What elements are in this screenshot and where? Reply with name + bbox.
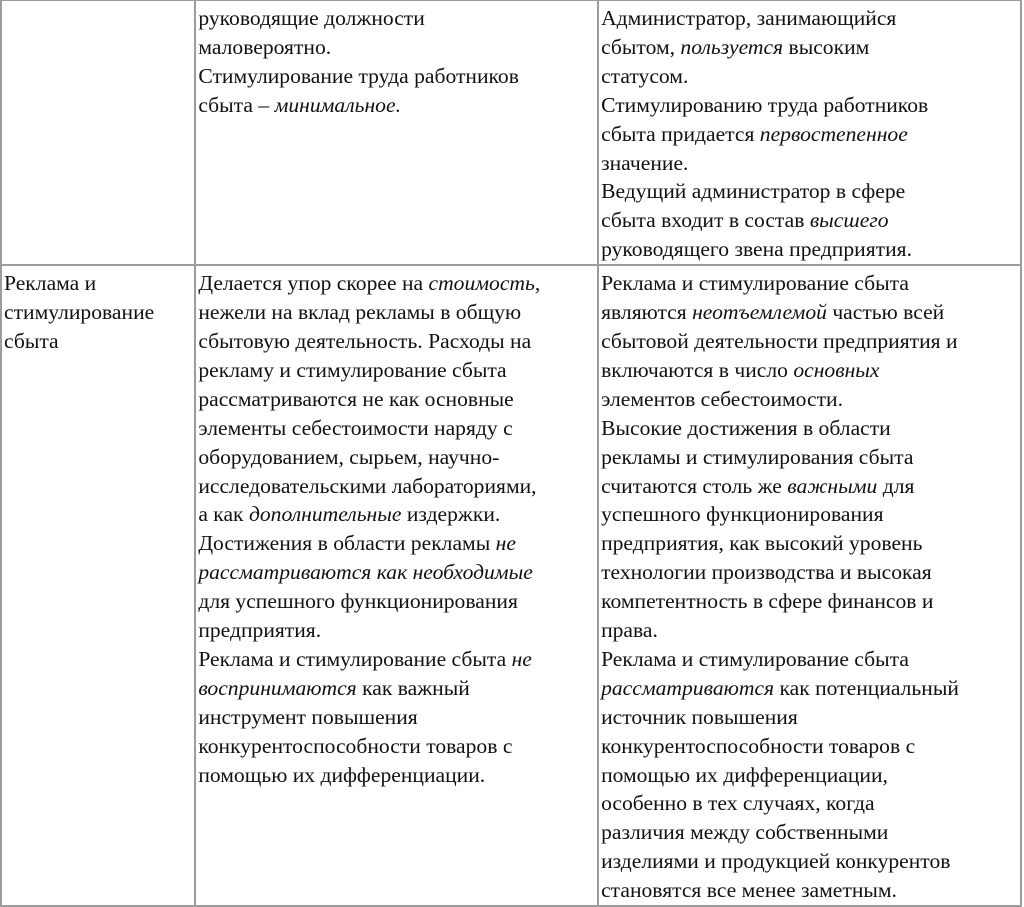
italic-text: высшего bbox=[809, 208, 889, 233]
text-line bbox=[198, 500, 595, 529]
text-line bbox=[4, 269, 192, 298]
text-line bbox=[198, 587, 595, 616]
text-segment: рекламы и стимулирования сбыта bbox=[601, 444, 914, 469]
text-line bbox=[601, 443, 1018, 472]
text-line bbox=[198, 385, 595, 414]
text-line bbox=[198, 33, 595, 62]
text-segment: для успешного функционирования bbox=[198, 589, 518, 614]
text-segment: Администратор, занимающийся bbox=[601, 6, 897, 30]
text-line bbox=[601, 120, 1018, 149]
text-segment: конкурентоспособности товаров с bbox=[198, 733, 513, 758]
italic-text: дополнительные bbox=[248, 502, 402, 527]
text-line bbox=[4, 327, 192, 356]
text-line bbox=[198, 732, 595, 761]
table-cell-traditional-sales-staff bbox=[195, 1, 598, 266]
italic-text: пользуется bbox=[680, 34, 784, 59]
text-line bbox=[198, 674, 595, 703]
text-line bbox=[601, 529, 1018, 558]
text-segment: сбытовой деятельности предприятия и bbox=[601, 328, 958, 353]
text-segment: исследовательскими лабораториями, bbox=[198, 473, 537, 498]
text-line bbox=[601, 33, 1018, 62]
text-line bbox=[601, 761, 1018, 790]
text-line bbox=[601, 876, 1018, 905]
text-line bbox=[198, 62, 595, 91]
text-segment: источник повышения bbox=[601, 704, 798, 729]
text-segment: становятся все менее заметным. bbox=[601, 878, 897, 903]
text-line bbox=[198, 269, 595, 298]
text-segment: помощью их дифференциации. bbox=[198, 762, 486, 787]
text-line bbox=[198, 298, 595, 327]
table-cell-row-heading-advertising bbox=[1, 265, 195, 906]
text-line bbox=[601, 235, 1018, 264]
text-segment: изделиями и продукцией конкурентов bbox=[601, 849, 951, 874]
text-line bbox=[601, 149, 1018, 178]
italic-text: стоимость bbox=[428, 271, 535, 296]
text-line bbox=[198, 529, 595, 558]
text-segment: сбытовую деятельность. Расходы на bbox=[198, 328, 532, 353]
text-segment: нежели на вклад рекламы в общую bbox=[198, 300, 522, 325]
italic-text: важными bbox=[787, 473, 878, 498]
italic-text: первостепенное bbox=[759, 121, 908, 146]
text-segment: сбыта придается bbox=[601, 121, 760, 146]
text-line bbox=[198, 4, 595, 33]
text-line bbox=[601, 414, 1018, 443]
text-line bbox=[198, 703, 595, 732]
text-line bbox=[601, 62, 1018, 91]
text-line bbox=[601, 847, 1018, 876]
text-segment: сбытом, bbox=[601, 34, 681, 59]
text-segment: Реклама и стимулирование сбыта bbox=[601, 646, 909, 671]
text-line bbox=[198, 761, 595, 790]
text-segment: Стимулирование труда работников bbox=[198, 63, 519, 88]
text-line bbox=[601, 645, 1018, 674]
text-segment: технологии производства и высокая bbox=[601, 560, 932, 585]
text-segment: издержки. bbox=[401, 502, 501, 527]
text-segment: конкурентоспособности товаров с bbox=[601, 733, 916, 758]
text-segment: Реклама и bbox=[4, 271, 97, 296]
text-line bbox=[601, 206, 1018, 235]
text-line bbox=[601, 616, 1018, 645]
text-segment: маловероятно. bbox=[198, 34, 332, 59]
text-segment: инструмент повышения bbox=[198, 704, 418, 729]
text-segment: элементов себестоимости. bbox=[601, 386, 843, 411]
text-line bbox=[601, 356, 1018, 385]
text-segment: как потенциальный bbox=[774, 675, 959, 700]
italic-text: не bbox=[495, 531, 516, 556]
italic-text: рассматриваются как необходимые bbox=[198, 560, 533, 585]
text-segment: особенно в тех случаях, когда bbox=[601, 791, 875, 816]
italic-text: неотъемлемой bbox=[692, 300, 827, 325]
text-segment: сбыта – bbox=[198, 92, 275, 117]
table-cell-empty bbox=[1, 1, 195, 266]
text-segment: являются bbox=[601, 300, 693, 325]
text-line bbox=[601, 500, 1018, 529]
text-segment: Делается упор скорее на bbox=[198, 271, 429, 296]
text-line bbox=[198, 645, 595, 674]
text-segment: считаются столь же bbox=[601, 473, 788, 498]
italic-text: воспринимаются bbox=[198, 675, 357, 700]
text-segment: сбыта bbox=[4, 328, 59, 353]
text-line bbox=[601, 674, 1018, 703]
text-segment: различия между собственными bbox=[601, 820, 889, 845]
text-segment: Реклама и стимулирование сбыта bbox=[198, 646, 512, 671]
text-segment: предприятия, как высокий уровень bbox=[601, 531, 923, 556]
text-segment: Ведущий администратор в сфере bbox=[601, 179, 906, 204]
text-line bbox=[601, 298, 1018, 327]
text-segment: сбыта входит в состав bbox=[601, 208, 810, 233]
text-segment: помощью их дифференциации, bbox=[601, 762, 888, 787]
text-segment: руководящие должности bbox=[198, 6, 425, 30]
text-line bbox=[601, 732, 1018, 761]
table-cell-traditional-advertising bbox=[195, 265, 598, 906]
italic-text: не bbox=[511, 646, 532, 671]
text-line bbox=[601, 818, 1018, 847]
text-line bbox=[601, 327, 1018, 356]
text-segment: а как bbox=[198, 502, 249, 527]
text-segment: частью всей bbox=[826, 300, 945, 325]
text-segment: как важный bbox=[356, 675, 470, 700]
text-line bbox=[601, 587, 1018, 616]
text-segment: статусом. bbox=[601, 63, 689, 88]
text-line bbox=[198, 616, 595, 645]
text-line bbox=[601, 558, 1018, 587]
text-line bbox=[601, 385, 1018, 414]
text-segment: успешного функционирования bbox=[601, 502, 884, 527]
text-line bbox=[198, 327, 595, 356]
text-line bbox=[198, 443, 595, 472]
table-row-continuation bbox=[1, 1, 1021, 266]
text-segment: для bbox=[877, 473, 915, 498]
text-segment: рассматриваются не как основные bbox=[198, 386, 514, 411]
text-line bbox=[601, 789, 1018, 818]
text-line bbox=[601, 703, 1018, 732]
text-segment: руководящего звена предприятия. bbox=[601, 237, 912, 262]
text-line bbox=[601, 472, 1018, 501]
italic-text: минимальное. bbox=[274, 92, 401, 117]
text-segment: включаются в число bbox=[601, 357, 794, 382]
text-line bbox=[601, 4, 1018, 33]
text-line bbox=[601, 177, 1018, 206]
text-line bbox=[601, 269, 1018, 298]
text-line bbox=[198, 472, 595, 501]
text-segment: компетентность в сфере финансов и bbox=[601, 589, 934, 614]
text-line bbox=[198, 91, 595, 120]
text-line bbox=[4, 298, 192, 327]
table-cell-marketing-advertising bbox=[598, 265, 1021, 906]
text-segment: Стимулированию труда работников bbox=[601, 92, 929, 117]
text-segment: Высокие достижения в области bbox=[601, 415, 891, 440]
text-line bbox=[198, 558, 595, 587]
text-segment: значение. bbox=[601, 150, 689, 175]
text-segment: рекламу и стимулирование сбыта bbox=[198, 357, 507, 382]
text-line bbox=[601, 91, 1018, 120]
italic-text: рассматриваются bbox=[601, 675, 775, 700]
table-row-advertising bbox=[1, 265, 1021, 906]
table-cell-marketing-sales-staff bbox=[598, 1, 1021, 266]
text-line bbox=[198, 356, 595, 385]
italic-text: основных bbox=[793, 357, 880, 382]
text-segment: , bbox=[534, 271, 541, 296]
text-segment: стимулирование bbox=[4, 300, 155, 325]
text-segment: элементы себестоимости наряду с bbox=[198, 415, 513, 440]
text-segment: высоким bbox=[783, 34, 870, 59]
text-segment: Достижения в области рекламы bbox=[198, 531, 496, 556]
text-segment: оборудованием, сырьем, научно- bbox=[198, 444, 500, 469]
text-segment: Реклама и стимулирование сбыта bbox=[601, 271, 909, 296]
text-segment: предприятия. bbox=[198, 618, 322, 643]
text-segment: права. bbox=[601, 618, 658, 643]
text-line bbox=[198, 414, 595, 443]
